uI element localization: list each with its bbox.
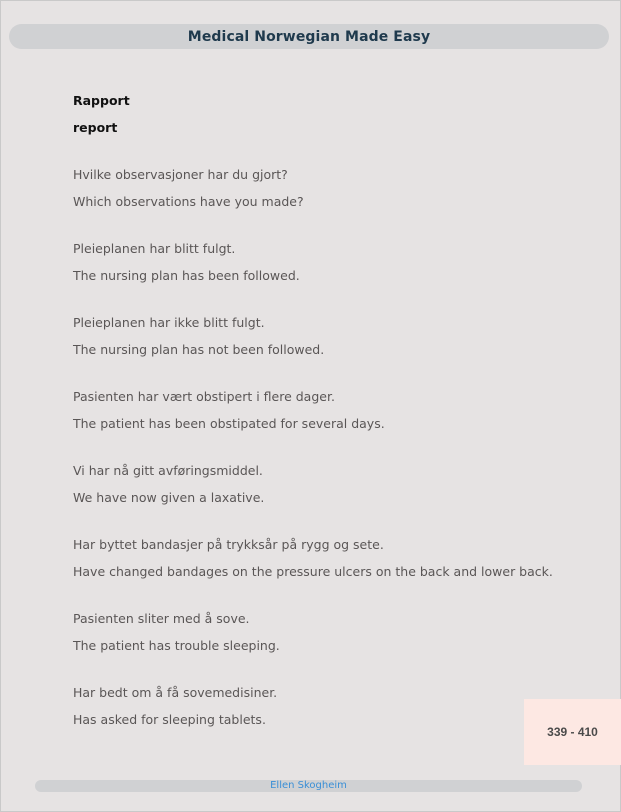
phrase-pair [73, 682, 543, 736]
phrase-pair [73, 238, 543, 292]
phrase-norwegian: Pleieplanen har blitt fulgt. [73, 241, 236, 256]
phrase-pair [73, 312, 543, 366]
phrase-pair [73, 460, 543, 514]
book-title: Medical Norwegian Made Easy [187, 28, 431, 45]
author-name: Ellen Skogheim [270, 780, 347, 791]
phrase-english: We have now given a laxative. [73, 490, 265, 505]
heading-english: report [73, 120, 118, 135]
phrase-content [73, 90, 553, 736]
phrase-english: The nursing plan has been followed. [73, 268, 300, 283]
phrase-english: The nursing plan has not been followed. [73, 342, 325, 357]
phrase-english: The patient has been obstipated for several days. [73, 416, 385, 431]
phrase-english: The patient has trouble sleeping. [73, 638, 280, 653]
phrase-pair [73, 608, 543, 662]
phrase-english: Has asked for sleeping tablets. [73, 712, 266, 727]
page-range-label: 339 - 410 [547, 725, 598, 739]
phrase-norwegian: Har byttet bandasjer på trykksår på rygg og sete. [73, 537, 384, 552]
phrase-norwegian: Hvilke observasjoner har du gjort? [73, 167, 288, 182]
header-bar [9, 24, 609, 49]
phrase-norwegian: Pasienten sliter med å sove. [73, 611, 250, 626]
phrase-norwegian: Vi har nå gitt avføringsmiddel. [73, 463, 263, 478]
phrase-norwegian: Pleieplanen har ikke blitt fulgt. [73, 315, 265, 330]
phrase-norwegian: Har bedt om å få sovemedisiner. [73, 685, 278, 700]
heading-norwegian: Rapport [73, 93, 130, 108]
phrase-pair [73, 164, 543, 218]
phrase-pair [73, 386, 543, 440]
phrase-pair [73, 534, 553, 588]
footer-bar [35, 780, 582, 792]
phrase-english: Which observations have you made? [73, 194, 304, 209]
page-range-box [524, 699, 621, 765]
phrase-norwegian: Pasienten har vært obstipert i flere dager. [73, 389, 335, 404]
phrase-english: Have changed bandages on the pressure ulcers on the back and lower back. [73, 564, 553, 579]
section-heading [73, 90, 543, 144]
